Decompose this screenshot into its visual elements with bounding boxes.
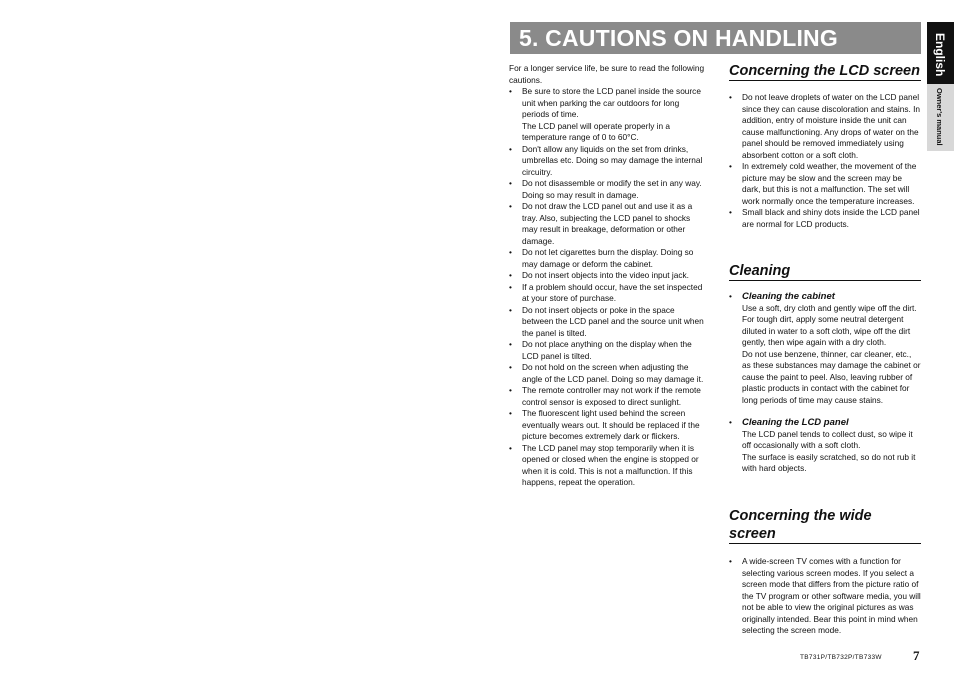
lcd-screen-item: • Do not leave droplets of water on the LCD panel since they can cause discoloration and stains. In addition, entry of moisture inside the unit can cause malfunctioning. Any drops of water on the panel should be removed immediately using absorbent cotton or a soft cloth. [729, 92, 921, 161]
section-header-bar [510, 22, 921, 54]
language-label: English [933, 33, 947, 77]
caution-item: • Do not draw the LCD panel out and use it as a tray. Also, subjecting the LCD panel to shocks may result in breakage, deformation or other damage. [509, 201, 705, 247]
manual-label: Owner's manual [935, 88, 944, 146]
caution-item: • Do not insert objects into the video input jack. [509, 270, 705, 282]
caution-item: • Be sure to store the LCD panel inside the source unit when parking the car outdoors for long periods of time. The LCD panel will operate properly in a temperature range of 0 to 60°C. [509, 86, 705, 144]
cleaning-heading-text: Cleaning [729, 263, 791, 279]
cleaning-cabinet-item [729, 291, 921, 406]
caution-list [509, 86, 705, 489]
caution-item: • Do not place anything on the display when the LCD panel is tilted. [509, 339, 705, 362]
caution-item: • Do not insert objects or poke in the space between the LCD panel and the source unit when the panel is tilted. [509, 305, 705, 340]
page-number: 7 [913, 648, 920, 663]
wide-screen-list [729, 556, 921, 637]
side-tab [927, 22, 954, 151]
cleaning-panel-text: The LCD panel tends to collect dust, so wipe it off occasionally with a soft cloth. The surface is easily scratched, so do not rub it with hard objects. [742, 428, 916, 473]
caution-item: • The remote controller may not work if the remote control sensor is exposed to direct sunlight. [509, 385, 705, 408]
lcd-screen-heading [729, 62, 921, 81]
cleaning-cabinet-text: Use a soft, dry cloth and gently wipe off the dirt. For tough dirt, apply some neutral detergent diluted in water to a soft cloth, wipe off the dirt gently, then wipe again with a dry cloth. Do not use benzene, thinner, car cleaner, etc., as these substances may damage the cabinet or cause the paint to peel. Also, leaving rubber of plastic products in contact with the cabinet for long periods of time may cause stains. [742, 302, 921, 405]
cleaning-panel-title: Cleaning the LCD panel [742, 417, 849, 428]
intro-text: For a longer service life, be sure to read the following cautions. [509, 63, 705, 85]
cleaning-heading [729, 262, 921, 281]
caution-item: • The fluorescent light used behind the screen eventually wears out. It should be replaced if the picture becomes extremely dark or flickers. [509, 408, 705, 443]
caution-item: • If a problem should occur, have the set inspected at your store of purchase. [509, 282, 705, 305]
wide-screen-heading-line2: screen [729, 526, 776, 542]
lcd-screen-section [729, 92, 921, 230]
cleaning-cabinet-title: Cleaning the cabinet [742, 291, 835, 302]
left-column [509, 63, 705, 489]
caution-item: • The LCD panel may stop temporarily when it is opened or closed when the engine is stopped or when it is cold. This is not a malfunction. If this happens, repeat the operation. [509, 443, 705, 489]
model-numbers: TB731P/TB732P/TB733W [800, 654, 882, 661]
lcd-screen-item: • Small black and shiny dots inside the LCD panel are normal for LCD products. [729, 207, 921, 230]
wide-screen-section [729, 556, 921, 637]
caution-item: • Don't allow any liquids on the set from drinks, umbrellas etc. Doing so may damage the internal circuitry. [509, 144, 705, 179]
cleaning-panel-item [729, 417, 921, 475]
caution-item: • Do not disassemble or modify the set in any way. Doing so may result in damage. [509, 178, 705, 201]
cleaning-list [729, 291, 921, 475]
caution-item: • Do not let cigarettes burn the display. Doing so may damage or deform the cabinet. [509, 247, 705, 270]
wide-screen-heading [729, 507, 921, 544]
page-title: 5. CAUTIONS ON HANDLING [519, 25, 838, 51]
manual-tab [927, 84, 954, 151]
lcd-screen-list [729, 92, 921, 230]
wide-screen-item: • A wide-screen TV comes with a function for selecting various screen modes. If you select a screen mode that differs from the picture ratio of the TV program or other software media, you will not be able to view the original pictures as was originally intended. Bear this point in mind when selecting the screen mode. [729, 556, 921, 637]
cleaning-section [729, 291, 921, 475]
language-tab [927, 22, 954, 84]
caution-item: • Do not hold on the screen when adjusting the angle of the LCD panel. Doing so may damage it. [509, 362, 705, 385]
lcd-screen-item: • In extremely cold weather, the movement of the picture may be slow and the screen may be dark, but this is not a malfunction. The set will work normally once the temperature increases. [729, 161, 921, 207]
wide-screen-heading-line1: Concerning the wide [729, 508, 872, 524]
lcd-screen-heading-text: Concerning the LCD screen [729, 63, 920, 79]
